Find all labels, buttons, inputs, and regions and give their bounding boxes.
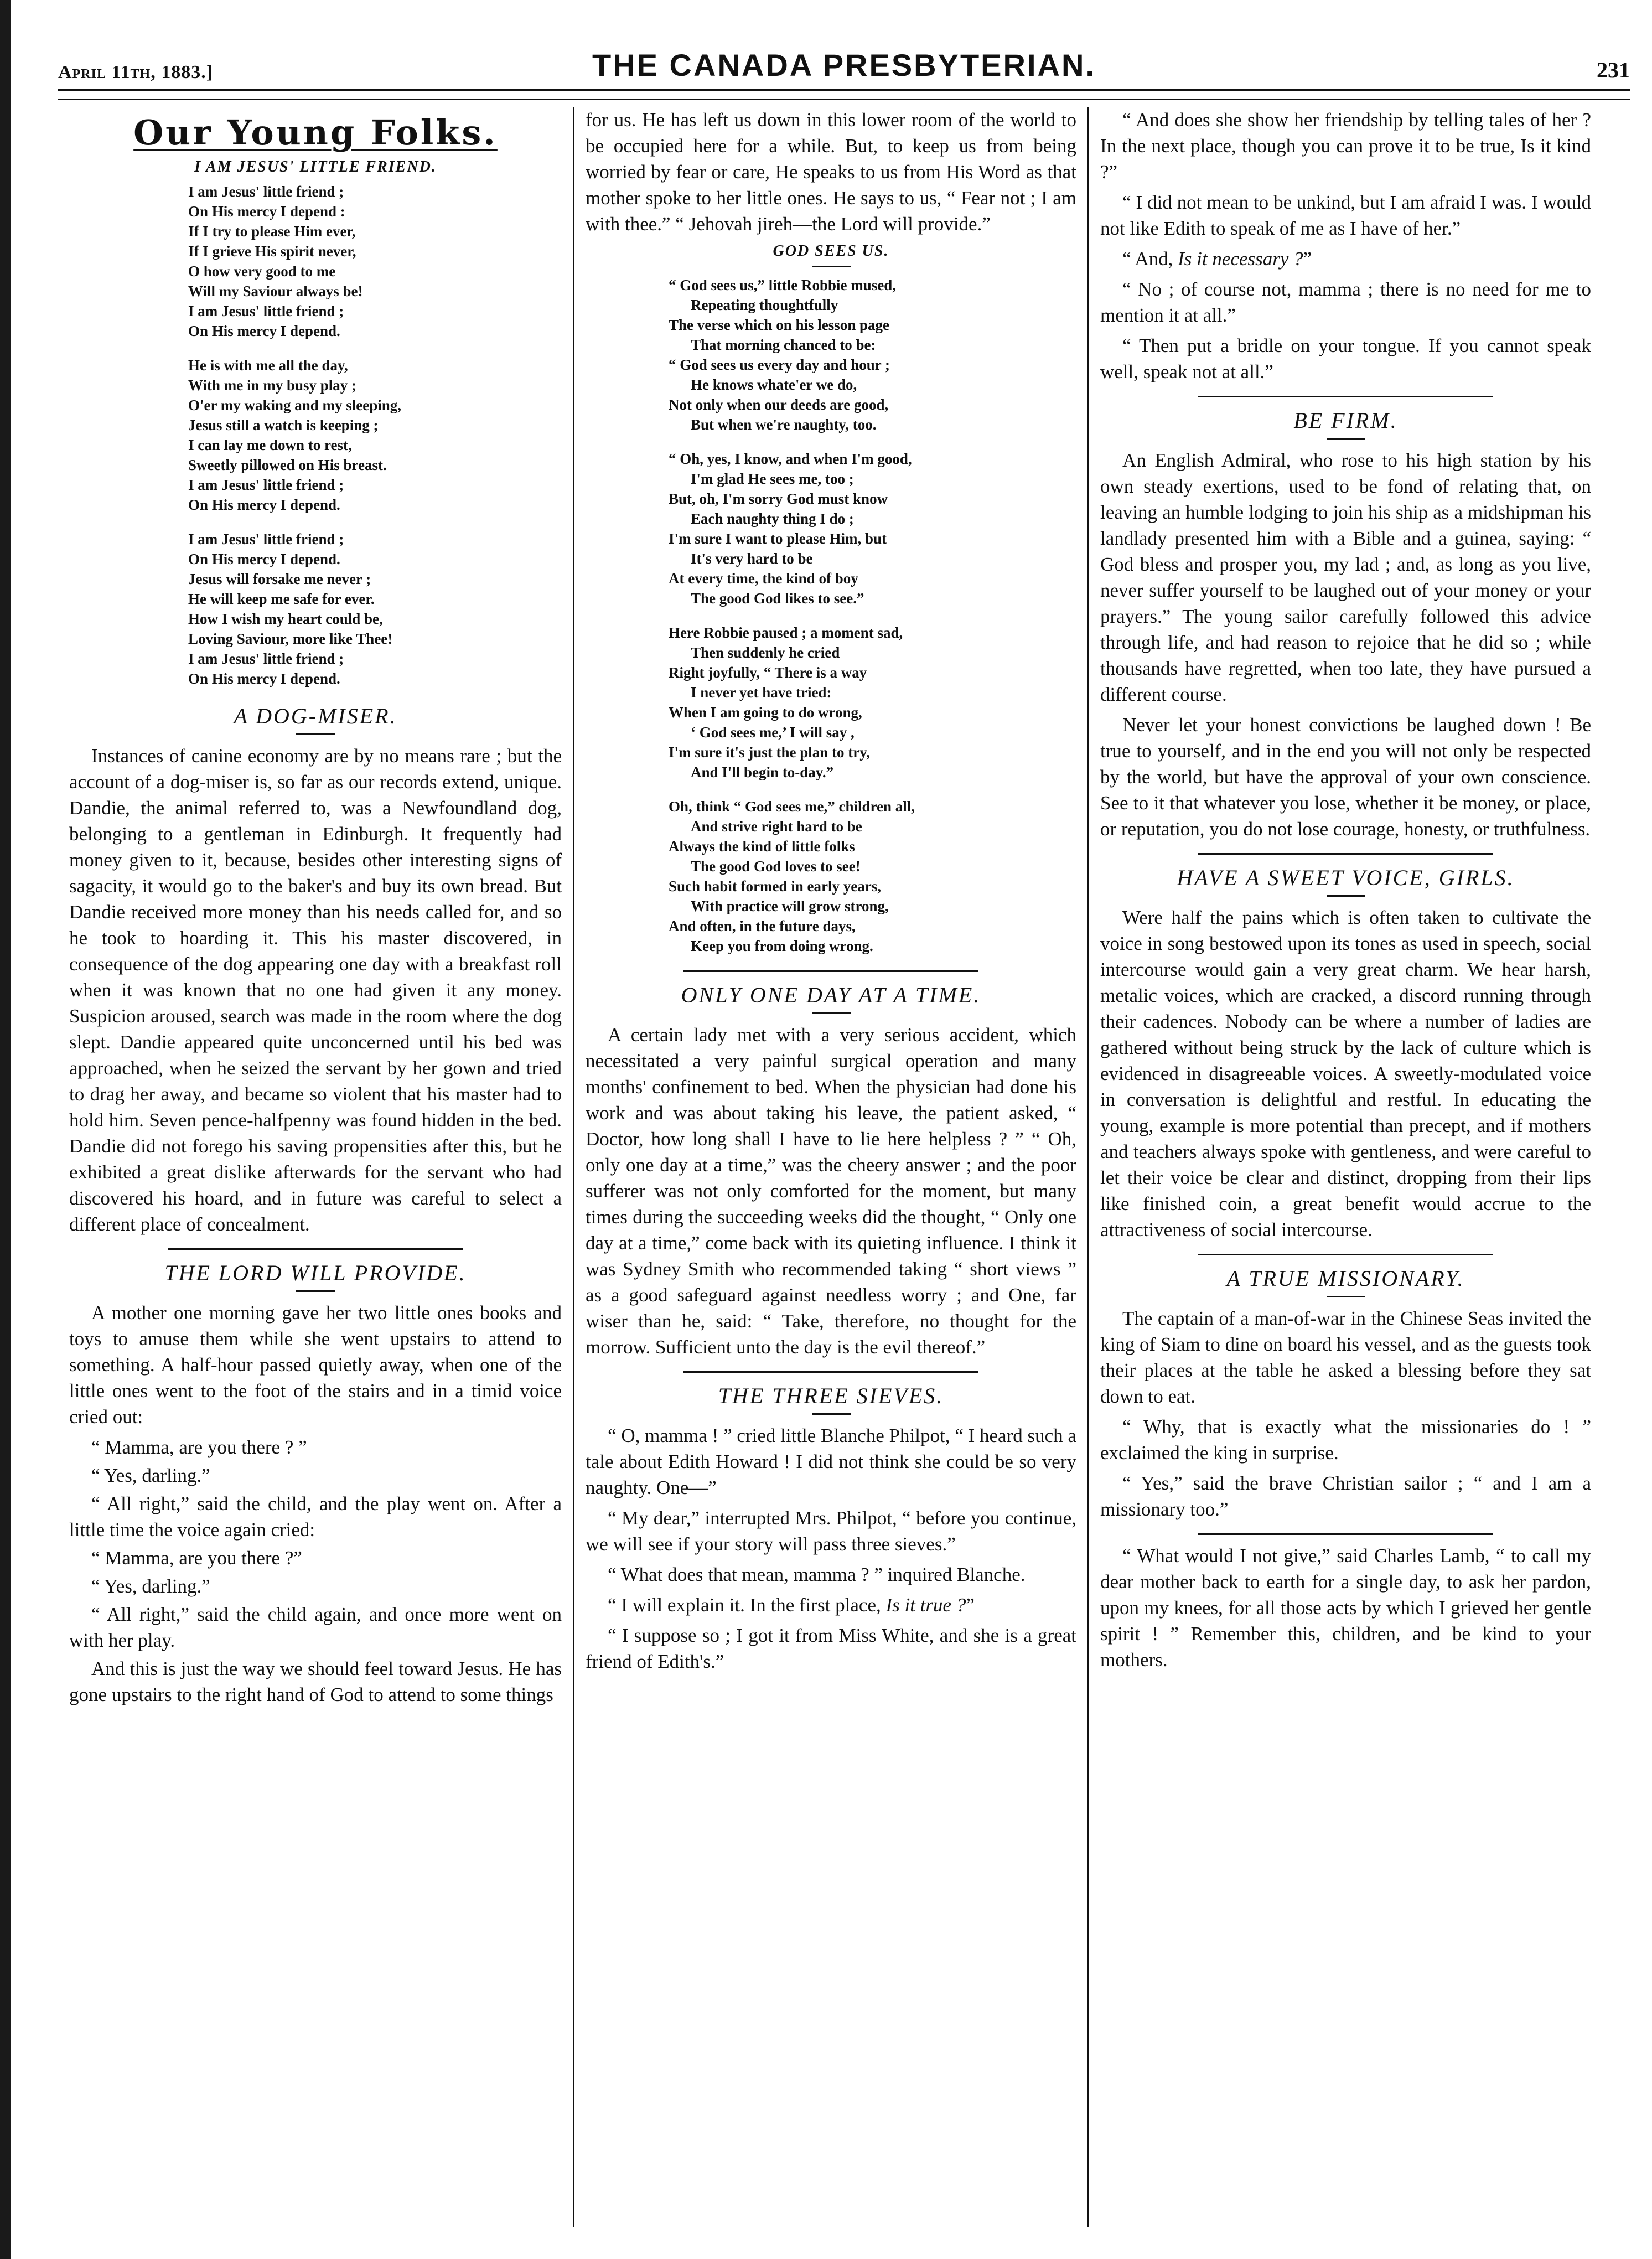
article-title: BE FIRM. (1293, 408, 1398, 433)
article-paragraph: “ What would I not give,” said Charles Lamb, “ to call my dear mother back to earth for a single day, to ask her pardon, upon my knees, for all those acts by which I grieved her gentle spirit ! ” Remember this, children, and be kind to your mothers. (1100, 1545, 1591, 1671)
article-separator (1198, 1254, 1493, 1255)
title-dash (1327, 895, 1365, 897)
poem-line: How I wish my heart could be, (188, 611, 383, 627)
title-dash (296, 1290, 335, 1292)
poem-line: Sweetly pillowed on His breast. (188, 457, 387, 473)
article-paragraph: “ Yes, darling.” (91, 1575, 210, 1597)
column-1 (58, 107, 573, 2227)
article-paragraph: Never let your honest convictions be laughed down ! Be true to yourself, and in the end you will not only be respected by the world, but have the approval of your own conscience. See to it that whatever you lose, whether it be money, or place, or reputation, you do not lose courage, honesty, or truthfulness. (1100, 714, 1591, 840)
section-title: Our Young Folks. (133, 112, 498, 153)
poem-line: Then suddenly he cried (691, 644, 840, 661)
poem-line: At every time, the kind of boy (669, 570, 858, 587)
poem-stanza (188, 182, 562, 341)
poem-god-sees-us (586, 275, 1076, 956)
article-paragraph: A mother one morning gave her two little ones books and toys to amuse them while she went upstairs to attend to something. A half-hour passed quietly away, when one of the little ones went to the foot of the stairs and in a timid voice cried out: (69, 1302, 562, 1428)
poem-line: With practice will grow strong, (691, 898, 889, 914)
article-paragraph (1100, 246, 1591, 272)
poem-line: Not only when our deeds are good, (669, 396, 889, 413)
poem-line: I am Jesus' little friend ; (188, 183, 344, 200)
poem-title: I AM JESUS' LITTLE FRIEND. (194, 158, 437, 175)
poem-line: Always the kind of little folks (669, 838, 855, 855)
article-paragraph: for us. He has left us down in this lower room of the world to be occupied here for a while. But, to keep us from being worried by fear or care, He speaks to us from His Word as that mother spoke to her little ones. He says to us, “ Fear not ; I am with thee.” “ Jehovah jireh—the Lord will provide.” (586, 109, 1076, 235)
text-run: ” (1303, 248, 1312, 270)
masthead-rule (58, 89, 1630, 100)
poem-line: He knows whate'er we do, (691, 376, 857, 393)
poem-line: The verse which on his lesson page (669, 317, 890, 333)
poem-stanza (669, 797, 1076, 956)
poem-line: But when we're naughty, too. (691, 416, 877, 433)
text-run: “ And, (1122, 248, 1178, 270)
poem-line: On His mercy I depend. (188, 497, 340, 513)
poem-line: And I'll begin to-day.” (691, 764, 834, 780)
article-title: ONLY ONE DAY AT A TIME. (681, 983, 981, 1007)
poem-stanza (669, 623, 1076, 782)
poem-stanza (188, 529, 562, 689)
article-paragraph: “ Mamma, are you there ? ” (91, 1436, 307, 1458)
article-separator (168, 1248, 463, 1250)
poem-line: I'm sure I want to please Him, but (669, 530, 887, 547)
article-paragraph: And this is just the way we should feel toward Jesus. He has gone upstairs to the right hand of God to attend to some things (69, 1658, 562, 1705)
title-dash (296, 733, 335, 735)
article-paragraph: “ All right,” said the child, and the play went on. After a little time the voice again cried: (69, 1493, 562, 1541)
title-dash (1327, 1296, 1365, 1297)
poem-stanza (669, 275, 1076, 435)
page-number: 231 (1597, 58, 1630, 82)
poem-line: On His mercy I depend : (188, 203, 345, 220)
article-paragraph: “ I suppose so ; I got it from Miss White, and she is a great friend of Edith's.” (586, 1625, 1076, 1672)
masthead (58, 28, 1630, 83)
article-title: A TRUE MISSIONARY. (1226, 1266, 1465, 1291)
poem-line: O how very good to me (188, 263, 336, 280)
newspaper-title: THE CANADA PRESBYTERIAN. (592, 48, 1096, 82)
article-title: A DOG-MISER. (234, 704, 397, 728)
poem-line: “ God sees us every day and hour ; (669, 356, 890, 373)
article-title: THE THREE SIEVES. (718, 1383, 944, 1408)
poem-title: GOD SEES US. (773, 242, 889, 260)
poem-line: Right joyfully, “ There is a way (669, 664, 867, 681)
poem-line: I am Jesus' little friend ; (188, 650, 344, 667)
article-separator (1198, 396, 1493, 397)
text-run: “ I will explain it. In the first place, (608, 1594, 886, 1616)
poem-line: On His mercy I depend. (188, 323, 340, 339)
article-paragraph: “ What does that mean, mamma ? ” inquired Blanche. (608, 1564, 1026, 1585)
poem-line: ‘ God sees me,’ I will say , (691, 724, 855, 741)
poem-line: And often, in the future days, (669, 918, 856, 934)
poem-line: But, oh, I'm sorry God must know (669, 490, 888, 507)
poem-line: The good God loves to see! (691, 858, 861, 875)
article-paragraph: “ O, mamma ! ” cried little Blanche Philpot, “ I heard such a tale about Edith Howard ! I did not think she could be so very naughty. One—” (586, 1425, 1076, 1498)
poem-line: O'er my waking and my sleeping, (188, 397, 402, 413)
title-dash (812, 1413, 851, 1415)
article-paragraph: “ Yes,” said the brave Christian sailor ; “ and I am a missionary too.” (1100, 1472, 1591, 1520)
text-run: ” (966, 1594, 975, 1616)
poem-line: I'm sure it's just the plan to try, (669, 744, 871, 761)
poem-line: Here Robbie paused ; a moment sad, (669, 624, 903, 641)
article-paragraph: The captain of a man-of-war in the Chinese Seas invited the king of Siam to dine on board his vessel, and as the guests took their places at the table he asked a blessing before they sat down to eat. (1100, 1307, 1591, 1407)
article-paragraph: “ Why, that is exactly what the missionaries do ! ” exclaimed the king in surprise. (1100, 1416, 1591, 1464)
poem-line: “ God sees us,” little Robbie mused, (669, 277, 897, 293)
poem-line: And strive right hard to be (691, 818, 862, 835)
title-dash (812, 266, 851, 267)
column-2 (573, 107, 1087, 2227)
poem-line: I'm glad He sees me, too ; (691, 471, 854, 487)
article-separator (1198, 853, 1493, 855)
newspaper-page (58, 28, 1630, 2236)
title-dash (812, 1012, 851, 1014)
italic-question: Is it true ? (885, 1594, 966, 1616)
article-title: THE LORD WILL PROVIDE. (164, 1260, 467, 1285)
article-title: HAVE A SWEET VOICE, GIRLS. (1177, 865, 1515, 890)
poem-line: Jesus still a watch is keeping ; (188, 417, 379, 433)
article-paragraph: “ Then put a bridle on your tongue. If you cannot speak well, speak not at all.” (1100, 335, 1591, 382)
article-paragraph: An English Admiral, who rose to his high station by his own steady exertions, used to be fond of relating that, on leaving an humble lodging to join his ship as a midshipman his landlady presented him with a Bible and a guinea, saying: “ God bless and prosper you, my lad ; and, as long as you live, never suffer yourself to be laughed out of your money or your prayers.” The young sailor carefully followed this advice through life, and had reason to rejoice that he did so ; while thousands have regretted, when too late, they have pursued a different course. (1100, 449, 1591, 705)
columns (58, 107, 1630, 2227)
poem-stanza (188, 355, 562, 515)
poem-line: Keep you from doing wrong. (691, 938, 873, 954)
poem-line: It's very hard to be (691, 550, 813, 567)
article-separator (1198, 1533, 1493, 1535)
poem-line: Oh, think “ God sees me,” children all, (669, 798, 915, 815)
poem-line: I am Jesus' little friend ; (188, 303, 344, 319)
poem-line: Repeating thoughtfully (691, 297, 838, 313)
poem-line: That morning chanced to be: (691, 337, 876, 353)
poem-line: I can lay me down to rest, (188, 437, 352, 453)
article-paragraph: Instances of canine economy are by no means rare ; but the account of a dog-miser is, so far as our records extend, unique. Dandie, the animal referred to, was a Newfoundland dog, belonging to a gentleman in Edinburgh. It frequently had money given to it, because, besides other interesting signs of sagacity, it would go to the baker's and buy its own bread. But Dandie received more money than his needs called for, and so he took to hoarding it. This his master discovered, in consequence of the dog appearing one day with a breakfast roll when it was known that no one had given it any money. Suspicion aroused, search was made in the room where the dog slept. Dandie appeared quite unconcerned until his bed was approached, when he seized the servant by her gown and tried to drag her away, and became so violent that his master had to hold him. Seven pence-halfpenny was found hidden in the bed. Dandie did not forego his saving propensities after this, but he exhibited a great dislike afterwards for the servant who had discovered his hoard, and in future was careful to select a different place of concealment. (69, 745, 562, 1235)
article-paragraph: “ My dear,” interrupted Mrs. Philpot, “ before you continue, we will see if your story will pass three sieves.” (586, 1507, 1076, 1555)
poem-line: He will keep me safe for ever. (188, 591, 375, 607)
title-dash (1327, 438, 1365, 440)
article-paragraph: “ Yes, darling.” (91, 1465, 210, 1486)
article-paragraph: “ No ; of course not, mamma ; there is no need for me to mention it at all.” (1100, 278, 1591, 326)
article-paragraph: “ All right,” said the child again, and once more went on with her play. (69, 1604, 562, 1651)
poem-line: Will my Saviour always be! (188, 283, 363, 299)
article-paragraph: “ And does she show her friendship by telling tales of her ? In the next place, though you can prove it to be true, Is it kind ?” (1100, 109, 1591, 183)
article-paragraph: “ Mamma, are you there ?” (91, 1547, 302, 1569)
poem-line: I am Jesus' little friend ; (188, 531, 344, 547)
poem-line: Jesus will forsake me never ; (188, 571, 371, 587)
poem-line: “ Oh, yes, I know, and when I'm good, (669, 451, 912, 467)
poem-line: Loving Saviour, more like Thee! (188, 630, 393, 647)
article-paragraph: A certain lady met with a very serious accident, which necessitated a very painful surgical operation and many months' confinement to bed. When the physician had done his work and was about taking his leave, the patient asked, “ Doctor, how long shall I have to lie here helpless ? ” “ Oh, only one day at a time,” was the cheery answer ; and the poor sufferer was not only comforted for the moment, but many times during the succeeding weeks did the thought, “ Only one day at a time,” come back with its quieting influence. I think it was Sydney Smith who recommended taking “ short views ” as a good safeguard against needless worry ; and One, far wiser than he, said: “ Take, therefore, no thought for the morrow. Sufficient unto the day is the evil thereof.” (586, 1024, 1076, 1358)
poem-line: If I grieve His spirit never, (188, 243, 356, 260)
page-binding-edge (0, 0, 11, 2259)
poem-line: I am Jesus' little friend ; (188, 477, 344, 493)
article-paragraph: “ I did not mean to be unkind, but I am afraid I was. I would not like Edith to speak of me as I have of her.” (1100, 192, 1591, 239)
poem-line: I never yet have tried: (691, 684, 832, 701)
italic-question: Is it necessary ? (1178, 248, 1303, 270)
poem-line: Each naughty thing I do ; (691, 510, 854, 527)
poem-line: Such habit formed in early years, (669, 878, 881, 895)
column-3 (1087, 107, 1602, 2227)
poem-stanza (669, 449, 1076, 608)
poem-line: If I try to please Him ever, (188, 223, 356, 240)
article-separator (683, 1371, 978, 1373)
poem-line: When I am going to do wrong, (669, 704, 862, 721)
poem-line: With me in my busy play ; (188, 377, 357, 394)
poem-line: On His mercy I depend. (188, 551, 340, 567)
issue-date: April 11th, 1883.] (58, 62, 214, 82)
article-paragraph: Were half the pains which is often taken to cultivate the voice in song bestowed upon its tones as used in speech, social intercourse would gain a very great charm. We hear harsh, metalic voices, which are cracked, a discord running through their cadences. Nobody can be where a number of ladies are gathered without being struck by the lack of culture which is evidenced in disagreeable voices. A sweetly-modulated voice in conversation is delightful and restful. In educating the young, example is more potential than precept, and if mothers and teachers always spoke with gentleness, and were careful to let their voice be clear and distinct, dropping from their lips like finished coin, a great benefit would accrue to the attractiveness of social intercourse. (1100, 907, 1591, 1240)
article-separator (683, 970, 978, 972)
article-paragraph (586, 1592, 1076, 1618)
poem-line: The good God likes to see.” (691, 590, 864, 607)
poem-line: On His mercy I depend. (188, 670, 340, 687)
poem-line: He is with me all the day, (188, 357, 348, 374)
poem-i-am-jesus-little-friend (69, 182, 562, 689)
